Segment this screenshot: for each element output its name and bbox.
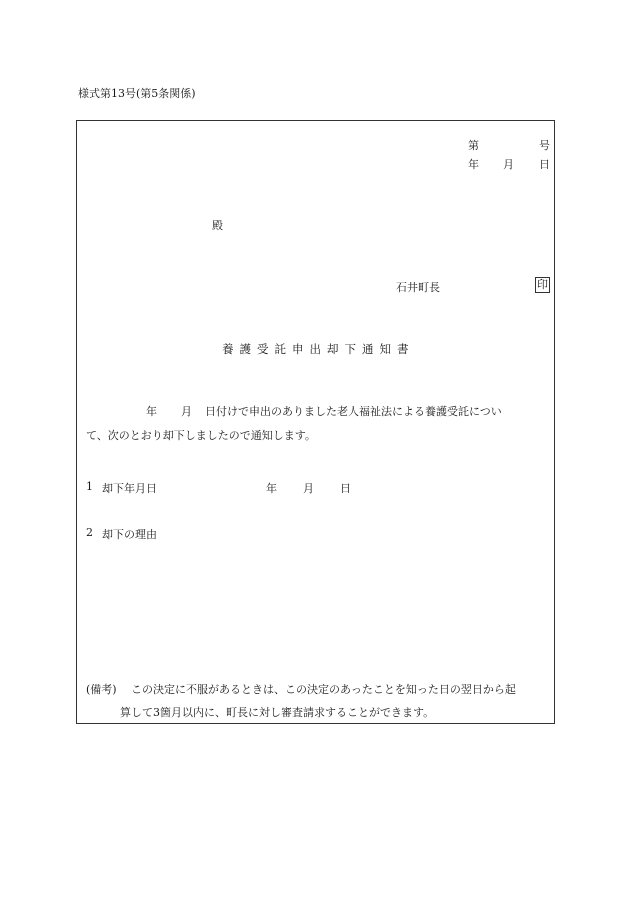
notice-frame	[76, 120, 555, 724]
item-2-label: 却下の理由	[102, 528, 157, 541]
body-month: 月	[181, 405, 192, 418]
item-2-number: 2	[86, 526, 93, 539]
item-1-year: 年	[266, 482, 277, 495]
seal-mark: 印	[537, 278, 548, 291]
item-1-label: 却下年月日	[102, 482, 157, 495]
addressee-suffix: 殿	[212, 219, 223, 232]
document-title: 養護受託申出却下通知書	[222, 342, 415, 356]
number-suffix: 号	[539, 139, 550, 152]
note-label: (備考)	[86, 683, 117, 696]
note-line-2: 算して3箇月以内に、町長に対し審査請求することができます。	[120, 706, 435, 719]
issuer-name: 石井町長	[396, 281, 440, 294]
body-line-2: て、次のとおり却下しましたので通知します。	[86, 429, 316, 442]
date-year: 年	[468, 158, 479, 171]
body-line-1: 日付けで申出のありました老人福祉法による養護受託につい	[205, 405, 502, 418]
item-1-month: 月	[303, 482, 314, 495]
note-line-1: この決定に不服があるときは、この決定のあったことを知った日の翌日から起	[131, 683, 516, 696]
item-1-day: 日	[340, 482, 351, 495]
number-prefix: 第	[468, 139, 479, 152]
date-day: 日	[539, 158, 550, 171]
date-month: 月	[503, 158, 514, 171]
form-number-label: 様式第13号(第5条関係)	[78, 87, 196, 100]
body-year: 年	[146, 405, 157, 418]
item-1-number: 1	[86, 480, 93, 493]
